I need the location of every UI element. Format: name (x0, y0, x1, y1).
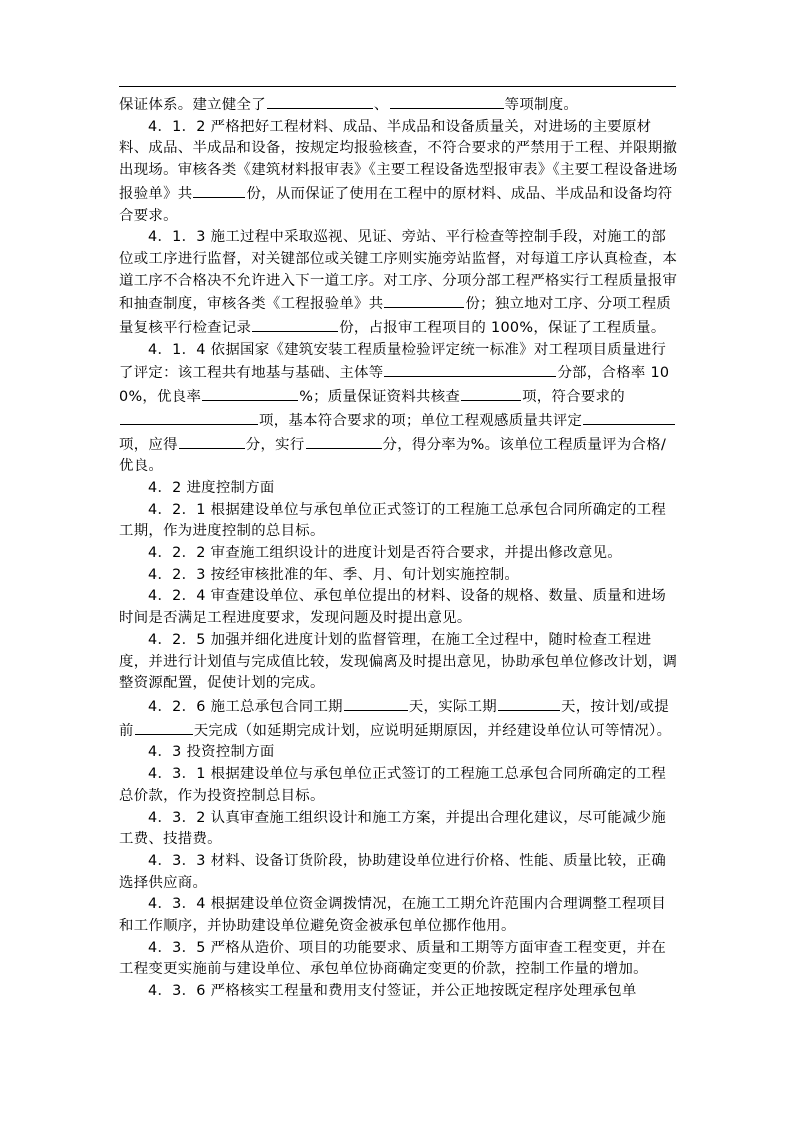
fill-in-blank[interactable] (384, 292, 464, 308)
fill-in-blank[interactable] (498, 695, 560, 711)
paragraph (119, 500, 679, 543)
paragraph-text: 项，符合要求的 (522, 389, 625, 406)
paragraph-text: 分，实行 (245, 436, 305, 453)
paragraph (119, 117, 679, 228)
paragraph (119, 340, 679, 478)
paragraph-text: 份，从而保证了使用在工程中的原材料、成品、半成品和设备均符合要求。 (119, 185, 673, 224)
fill-in-blank[interactable] (179, 433, 245, 449)
paragraph-text: 4．3．5 严格从造价、项目的功能要求、质量和工期等方面审查工程变更，并在工程变更实施前与建设单位、承包单位协商确定变更的价款，控制工作量的增加。 (119, 939, 667, 978)
paragraph (119, 227, 679, 340)
paragraph (119, 851, 679, 894)
fill-in-blank[interactable] (583, 409, 675, 425)
document-body (119, 93, 679, 1003)
paragraph (119, 478, 679, 500)
paragraph (119, 742, 679, 764)
fill-in-blank[interactable] (461, 385, 521, 401)
paragraph-text: 天完成（如延期完成计划，应说明延期原因，并经建设单位认可等情况）。 (193, 722, 672, 739)
paragraph (119, 695, 679, 742)
fill-in-blank[interactable] (390, 93, 504, 109)
paragraph-text: 4．1．2 严格把好工程材料、成品、半成品和设备质量关，对进场的主要原材料、成品、半成品和设备，按规定均报验核查，不符合要求的严禁用于工程、并限期撤出现场。审核各类《建筑材料报审表》《主要工程设备选型报审表》《主要工程设备进场报验单》共 (119, 118, 678, 202)
paragraph (119, 808, 679, 851)
fill-in-blank[interactable] (202, 385, 298, 401)
paragraph (119, 630, 679, 695)
paragraph-text: 4．2．3 按经审核批准的年、季、月、旬计划实施控制。 (148, 566, 520, 583)
paragraph-text: 分部，合格率 100%，优良率 (119, 365, 670, 406)
paragraph-text: 4．3．3 材料、设备订货阶段，协助建设单位进行价格、性能、质量比较，正确选择供应商。 (119, 852, 667, 891)
paragraph (119, 565, 679, 587)
paragraph-text: 4．2．4 审查建设单位、承包单位提出的材料、设备的规格、数量、质量和进场时间是否满足工程进度要求，发现问题及时提出意见。 (119, 588, 667, 627)
header-rule (119, 86, 676, 87)
paragraph-text: 4．3．4 根据建设单位资金调拨情况，在施工工期允许范围内合理调整工程项目和工作顺序，并协助建设单位避免资金被承包单位挪作他用。 (119, 896, 667, 935)
paragraph-text: 4．3．1 根据建设单位与承包单位正式签订的工程施工总承包合同所确定的工程总价款，作为投资控制总目标。 (119, 766, 667, 804)
fill-in-blank[interactable] (252, 316, 338, 332)
paragraph-text: 4．3 投资控制方面 (148, 744, 275, 761)
paragraph-text: 份；独立地对工序、分项工程质量复核平行检查记录 (119, 296, 672, 337)
paragraph-text: 项，应得 (119, 436, 178, 453)
paragraph (119, 93, 679, 117)
fill-in-blank[interactable] (267, 93, 373, 109)
paragraph-text: %；质量保证资料共核查 (299, 389, 461, 406)
paragraph-text: 4．2 进度控制方面 (148, 479, 275, 496)
paragraph (119, 981, 679, 1003)
paragraph-text: 4．3．2 认真审查施工组织设计和施工方案，并提出合理化建议，尽可能减少施工费、技措费。 (119, 809, 667, 848)
paragraph-text: 份，占报审工程项目的 100%，保证了工程质量。 (339, 320, 666, 337)
paragraph-text: 4．1．4 依据国家《建筑安装工程质量检验评定统一标准》对工程项目质量进行了评定：该工程共有地基与基础、主体等 (119, 341, 667, 382)
paragraph-text: 分，得分率为%。该单位工程质量评为合格/优良。 (119, 436, 667, 475)
paragraph-text: 4．1．3 施工过程中采取巡视、见证、旁站、平行检查等控制手段，对施工的部位或工序进行监督，对关键部位或关键工序则实施旁站监督，对每道工序认真检查，本道工序不合格决不允许进入下一道工序。对工序、分项分部工程严格实行工程质量报审和抽查制度，审核各类《工程报验单》共 (119, 229, 678, 313)
paragraph (119, 764, 679, 807)
paragraph-text: 天，实际工期 (408, 698, 497, 715)
paragraph (119, 894, 679, 937)
paragraph-text: 4．2．2 审查施工组织设计的进度计划是否符合要求，并提出修改意见。 (148, 545, 622, 562)
paragraph (119, 543, 679, 565)
paragraph (119, 586, 679, 629)
fill-in-blank[interactable] (120, 409, 258, 425)
fill-in-blank[interactable] (344, 695, 408, 711)
paragraph-text: 4．3．6 严格核实工程量和费用支付签证，并公正地按既定程序处理承包单 (148, 983, 637, 1000)
paragraph-text: 项，基本符合要求的项；单位工程观感质量共评定 (259, 412, 583, 429)
fill-in-blank[interactable] (135, 719, 193, 735)
paragraph-text: 保证体系。建立健全了 (119, 97, 266, 113)
fill-in-blank[interactable] (193, 182, 245, 198)
paragraph-text: 4．2．1 根据建设单位与承包单位正式签订的工程施工总承包合同所确定的工程工期，作为进度控制的总目标。 (119, 501, 667, 540)
fill-in-blank[interactable] (306, 433, 382, 449)
fill-in-blank[interactable] (384, 361, 556, 377)
paragraph-text: 4．2．5 加强并细化进度计划的监督管理，在施工全过程中，随时检查工程进度，并进行计划值与完成值比较，发现偏离及时提出意见，协助承包单位修改计划，调整资源配置，促使计划的完成。 (119, 631, 678, 692)
paragraph-text: 4．2．6 施工总承包合同工期 (148, 698, 343, 715)
paragraph-text: 天，按计划/或提前 (119, 698, 669, 739)
paragraph (119, 938, 679, 981)
paragraph-text: 、 (373, 97, 389, 113)
paragraph-text: 等项制度。 (504, 97, 579, 113)
